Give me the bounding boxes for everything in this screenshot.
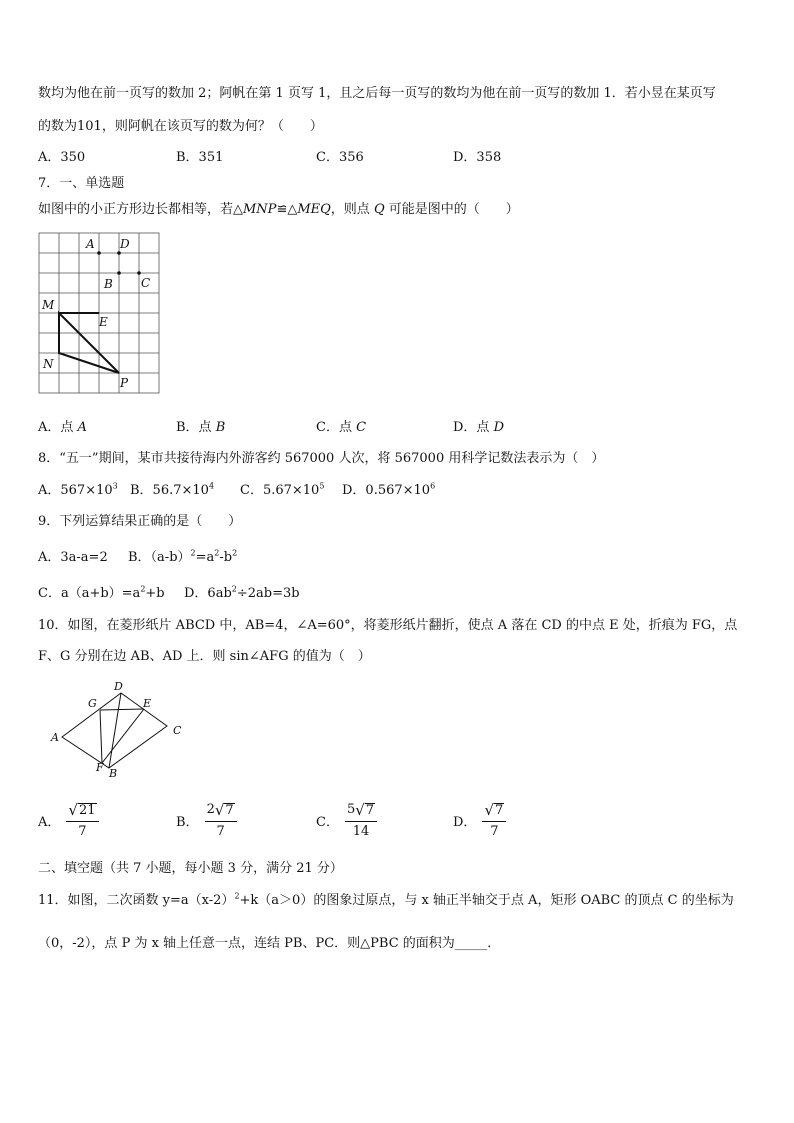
q9-stem: 9．下列运算结果正确的是（ ） xyxy=(38,514,242,529)
q10-option-d-letter: D． xyxy=(453,815,477,830)
q9-option-b-pre: B．（a-b） xyxy=(128,550,191,565)
q7-option-b-prefix: B．点 xyxy=(176,420,216,435)
q7-option-a xyxy=(38,416,87,435)
q7-label-e: E xyxy=(99,315,108,329)
q10-option-c-radicand: 7 xyxy=(365,803,375,818)
q10-option-c-fraction xyxy=(345,803,377,838)
q8-option-a xyxy=(38,479,118,498)
q7-label-n: N xyxy=(43,357,54,371)
q7-stem-q: Q xyxy=(373,202,385,217)
q7-option-d-letter: D xyxy=(493,420,504,435)
q10-option-d-den: 7 xyxy=(490,824,499,839)
q6-option-a: A．350 xyxy=(38,150,86,165)
q10-label-a: A xyxy=(51,731,59,744)
q8-option-a-base: A．567×10 xyxy=(38,483,113,498)
q9-option-d-pre: D．6ab xyxy=(184,586,232,601)
q8-option-d-base: D．0.567×10 xyxy=(342,483,431,498)
sqrt-icon: √ xyxy=(214,801,225,819)
q6-option-d: D．358 xyxy=(453,150,502,165)
q10-option-c-coef: 5 xyxy=(346,802,356,817)
q10-option-b-fraction xyxy=(205,803,237,838)
q7-label-m: M xyxy=(42,298,55,312)
q9-option-b-mid: =a xyxy=(195,550,215,565)
q7-point-c xyxy=(137,271,141,275)
q7-option-c-letter: C xyxy=(356,420,367,435)
q7-option-d xyxy=(453,416,504,435)
q7-number: 7．一、单选题 xyxy=(38,176,125,191)
q8-option-d xyxy=(342,479,435,498)
q11-line2: （0，-2），点 P 为 x 轴上任意一点，连结 PB、PC．则△PBC 的面积为_____． xyxy=(38,936,501,951)
q9-option-c-exp: 2 xyxy=(140,584,146,594)
q9-option-c xyxy=(38,582,165,601)
q10-option-d-fraction xyxy=(482,803,506,838)
q7-option-d-prefix: D．点 xyxy=(453,420,494,435)
q8-option-d-exp: 6 xyxy=(430,481,436,491)
q10-option-b xyxy=(176,803,237,838)
q10-rhombus-figure xyxy=(46,680,192,780)
q10-label-f: F xyxy=(96,761,104,774)
q10-segment-db xyxy=(109,693,121,768)
q11-line1-post: +k（a＞0）的图象过原点，与 x 轴正半轴交于点 A，矩形 OABC 的顶点 C 的坐标为 xyxy=(239,893,734,908)
q10-option-b-letter: B． xyxy=(176,815,199,830)
q6-option-c: C．356 xyxy=(316,150,364,165)
q9-option-b-exp2: 2 xyxy=(214,548,220,558)
q10-line1: 10．如图，在菱形纸片 ABCD 中，AB=4，∠A=60°，将菱形纸片翻折，使点 A 落在 CD 的中点 E 处，折痕为 FG，点 xyxy=(38,618,738,633)
q7-stem xyxy=(38,198,519,217)
q10-option-b-radicand: 7 xyxy=(225,803,234,818)
q10-label-d: D xyxy=(114,680,123,693)
q7-point-a xyxy=(97,251,101,255)
q9-option-c-post: +b xyxy=(145,586,165,601)
q8-option-c xyxy=(240,479,324,498)
q7-option-c xyxy=(316,416,366,435)
q10-option-c-letter: C． xyxy=(316,815,339,830)
q10-label-g: G xyxy=(88,697,97,710)
q9-option-b-exp1: 2 xyxy=(190,548,196,558)
q9-option-b xyxy=(128,546,237,565)
q7-option-b xyxy=(176,416,225,435)
q10-option-b-coef: 2 xyxy=(206,802,215,817)
q10-option-a-letter: A． xyxy=(38,815,61,830)
q10-option-a-radicand: 21 xyxy=(78,803,96,818)
q10-segment-fe xyxy=(102,709,144,763)
q7-point-d xyxy=(117,251,121,255)
q8-option-c-base: C．5.67×10 xyxy=(240,483,320,498)
sqrt-icon: √ xyxy=(484,801,494,819)
q9-option-b-exp3: 2 xyxy=(232,548,238,558)
q7-grid-figure xyxy=(36,230,162,396)
q8-option-b xyxy=(130,479,214,498)
q10-label-b: B xyxy=(109,767,118,780)
q9-option-c-pre: C．a（a+b）=a xyxy=(38,586,141,601)
q10-option-d xyxy=(453,803,506,838)
q11-line1-exp: 2 xyxy=(234,891,240,901)
q9-option-d xyxy=(184,582,300,601)
q7-option-b-letter: B xyxy=(215,420,226,435)
q10-option-a-fraction xyxy=(66,803,98,838)
q9-option-d-post: ÷2ab=3b xyxy=(236,586,300,601)
q10-option-a-den: 7 xyxy=(78,824,87,839)
sqrt-icon: √ xyxy=(68,801,78,819)
q7-point-b xyxy=(117,271,121,275)
q8-stem: 8．“五一”期间，某市共接待海内外游客约 567000 人次，将 567000 用科学记数法表示为（ ） xyxy=(38,451,605,466)
q7-stem-meq: MEQ xyxy=(297,202,331,217)
q8-option-b-base: B．56.7×10 xyxy=(130,483,209,498)
q7-label-c: C xyxy=(141,276,151,290)
q7-triangle-mnp xyxy=(59,313,119,373)
q7-stem-mid: ，则点 xyxy=(330,202,374,217)
q7-option-c-prefix: C．点 xyxy=(316,420,357,435)
q8-option-a-exp: 3 xyxy=(112,481,118,491)
q7-stem-mnp: MNP xyxy=(243,202,277,217)
q7-label-b: B xyxy=(104,277,113,291)
q7-stem-post: 可能是图中的（ ） xyxy=(384,202,519,217)
q8-option-c-exp: 5 xyxy=(319,481,325,491)
q10-label-e: E xyxy=(143,697,152,710)
q6-option-b: B．351 xyxy=(176,150,224,165)
q10-label-c: C xyxy=(173,724,182,737)
q8-option-b-exp: 4 xyxy=(208,481,215,491)
q11-line1-pre: 11．如图，二次函数 y=a（x-2） xyxy=(38,893,235,908)
q9-option-a: A．3a-a=2 xyxy=(38,550,108,565)
q7-option-a-prefix: A．点 xyxy=(38,420,78,435)
sqrt-icon: √ xyxy=(355,801,365,819)
q9-option-d-exp: 2 xyxy=(231,584,237,594)
q7-stem-pre: 如图中的小正方形边长都相等，若△ xyxy=(38,202,243,217)
q10-segment-ge xyxy=(100,709,144,710)
q6-line2: 的数为101，则阿帆在该页写的数为何？（ ） xyxy=(38,119,323,134)
q7-stem-cong: ≌△ xyxy=(276,202,298,217)
q10-option-d-radicand: 7 xyxy=(495,803,504,818)
q10-segment-fg xyxy=(100,710,102,763)
q11-line1 xyxy=(38,889,734,908)
q9-option-b-mid2: -b xyxy=(219,550,233,565)
q7-option-a-letter: A xyxy=(77,420,87,435)
q10-option-c xyxy=(316,803,377,838)
q10-option-b-den: 7 xyxy=(216,824,225,839)
q10-line2: F、G 分别在边 AB、AD 上．则 sin∠AFG 的值为（ ） xyxy=(38,649,371,664)
q7-label-p: P xyxy=(120,376,129,390)
q7-label-a: A xyxy=(86,237,95,251)
q10-option-c-den: 14 xyxy=(352,824,370,839)
q6-line1: 数均为他在前一页写的数加 2；阿帆在第 1 页写 1，且之后每一页写的数均为他在前一页写的数加 1．若小昱在某页写 xyxy=(38,86,716,101)
q7-label-d: D xyxy=(120,237,130,251)
section2-heading: 二、填空题（共 7 小题，每小题 3 分，满分 21 分） xyxy=(38,861,343,876)
q10-option-a xyxy=(38,803,99,838)
